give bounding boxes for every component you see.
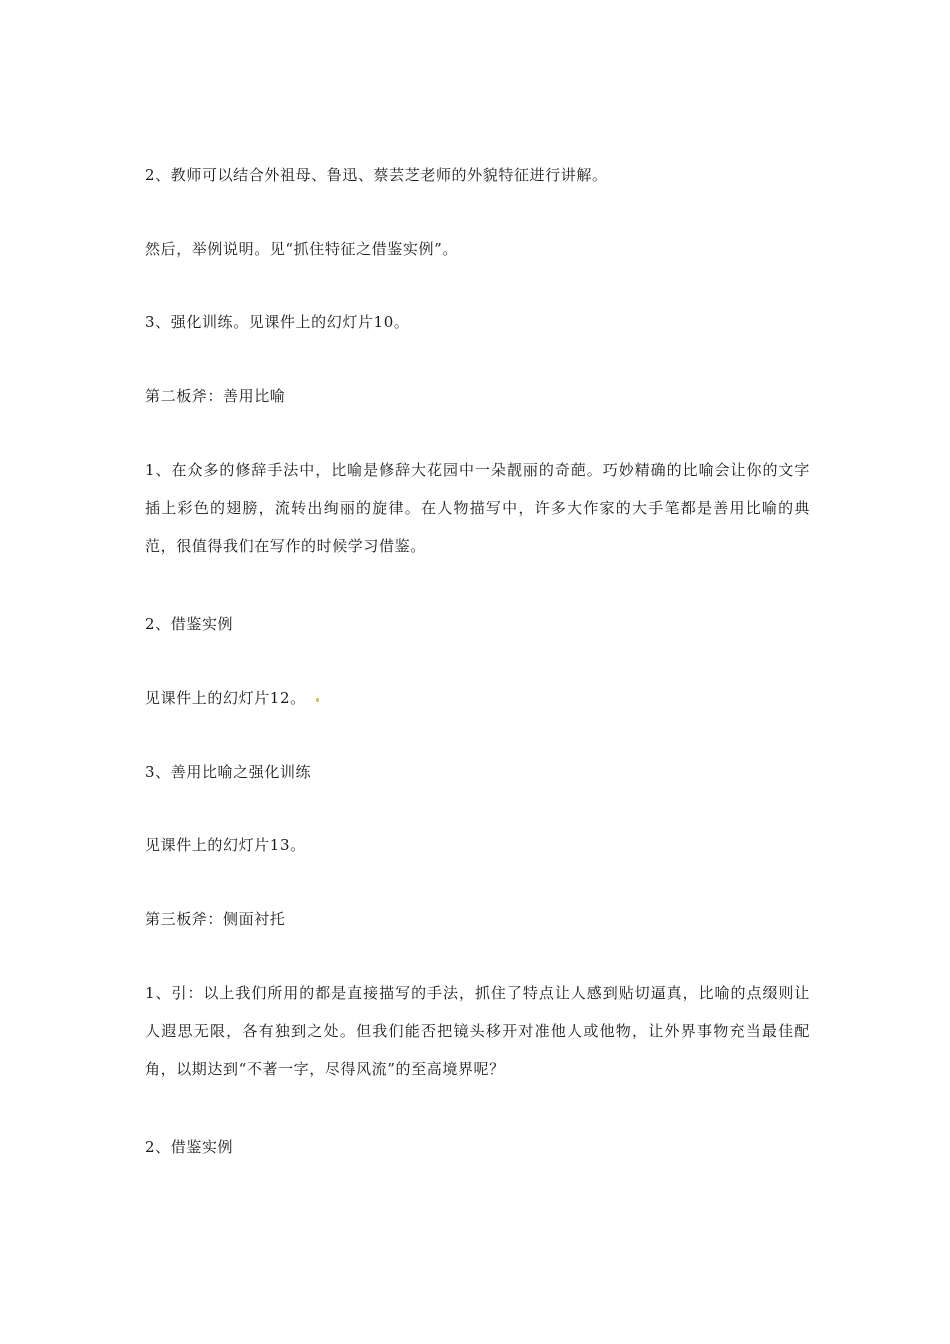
heading-second-axe: 第二板斧：善用比喻 [145, 387, 286, 405]
stray-mark [316, 698, 319, 702]
paragraph-example-heading-2: 2、借鉴实例 [145, 1138, 234, 1156]
paragraph-metaphor-intro: 1、在众多的修辞手法中，比喻是修辞大花园中一朵靓丽的奇葩。巧妙精确的比喻会让你的文字插上彩色的翅膀，流转出绚丽的旋律。在人物描写中，许多大作家的大手笔都是善用比喻的典范，很值得我们在写作的时候学习借鉴。 [145, 461, 810, 555]
paragraph-training-10: 3、强化训练。见课件上的幻灯片10。 [145, 313, 410, 331]
paragraph-slide-12: 见课件上的幻灯片12。 [145, 689, 306, 707]
paragraph-example-heading-1: 2、借鉴实例 [145, 615, 234, 633]
paragraph-side-contrast-intro: 1、引：以上我们所用的都是直接描写的手法，抓住了特点让人感到贴切逼真，比喻的点缀则让人遐思无限，各有独到之处。但我们能否把镜头移开对准他人或他物，让外界事物充当最佳配角，以期达到“不著一字，尽得风流”的至高境界呢？ [145, 984, 810, 1078]
paragraph-metaphor-training: 3、善用比喻之强化训练 [145, 763, 312, 781]
paragraph-example-note: 然后，举例说明。见“抓住特征之借鉴实例”。 [145, 240, 458, 258]
paragraph-slide-13: 见课件上的幻灯片13。 [145, 836, 306, 854]
heading-third-axe: 第三板斧：侧面衬托 [145, 910, 286, 928]
paragraph-teacher-explanation: 2、教师可以结合外祖母、鲁迅、蔡芸芝老师的外貌特征进行讲解。 [145, 166, 608, 184]
